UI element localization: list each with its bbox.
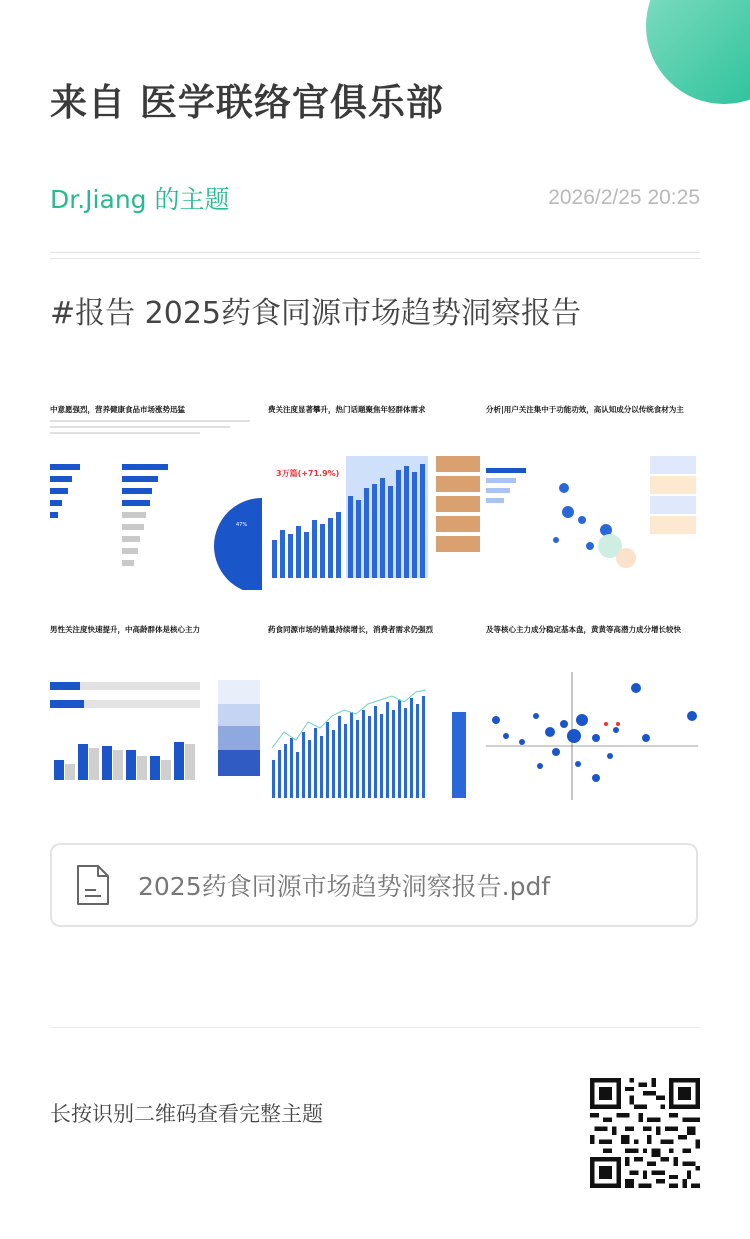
- qr-code-icon[interactable]: [590, 1078, 700, 1188]
- slide-heading: 药食同源市场的销量持续增长，消费者需求仍强烈: [268, 625, 433, 634]
- qr-hint-text: 长按识别二维码查看完整主题: [50, 1102, 323, 1126]
- club-title: 来自 医学联络官俱乐部: [50, 81, 444, 124]
- attachment-card[interactable]: [50, 843, 698, 927]
- slide-preview-2[interactable]: [268, 400, 480, 590]
- slide-heading: 中意愿强烈，营养健康食品市场涨势迅猛: [50, 405, 185, 414]
- meta-row: [50, 180, 700, 216]
- slide-3-graphic: [486, 400, 698, 590]
- slide-preview-3[interactable]: [486, 400, 698, 590]
- svg-text:47%: 47%: [236, 522, 248, 528]
- document-icon: [76, 864, 110, 906]
- slide-heading: 费关注度显著攀升，热门话题聚焦年轻群体需求: [268, 405, 426, 414]
- slide-preview-6[interactable]: [486, 620, 698, 810]
- report-preview-images[interactable]: [50, 400, 700, 810]
- slide-heading: 分析|用户关注集中于功能功效，高认知成分以传统食材为主: [486, 405, 684, 414]
- attachment-file-name: 2025药食同源市场趋势洞察报告.pdf: [138, 872, 551, 901]
- header-divider: [50, 252, 700, 259]
- footer-divider: [50, 1027, 700, 1028]
- slide-2-graphic: [268, 400, 480, 590]
- slide-5-graphic: [268, 620, 480, 810]
- slide-preview-1[interactable]: [50, 400, 262, 590]
- slide-preview-5[interactable]: [268, 620, 480, 810]
- topic-title: #报告 2025药食同源市场趋势洞察报告: [50, 296, 582, 331]
- slide-preview-4[interactable]: [50, 620, 262, 810]
- slide-heading: 及等核心主力成分稳定基本盘，黄黄等高潜力成分增长较快: [486, 625, 681, 634]
- post-datetime: 2026/2/25 20:25: [548, 186, 700, 209]
- slide-1-graphic: [50, 400, 262, 590]
- author-link[interactable]: Dr.Jiang 的主题: [50, 185, 230, 214]
- svg-text:3万篇(+71.9%): 3万篇(+71.9%): [276, 469, 340, 478]
- corner-decoration: [646, 0, 750, 104]
- slide-heading: 男性关注度快速提升，中高龄群体是核心主力: [50, 625, 200, 634]
- slide-6-graphic: [486, 620, 698, 810]
- slide-4-graphic: [50, 620, 262, 810]
